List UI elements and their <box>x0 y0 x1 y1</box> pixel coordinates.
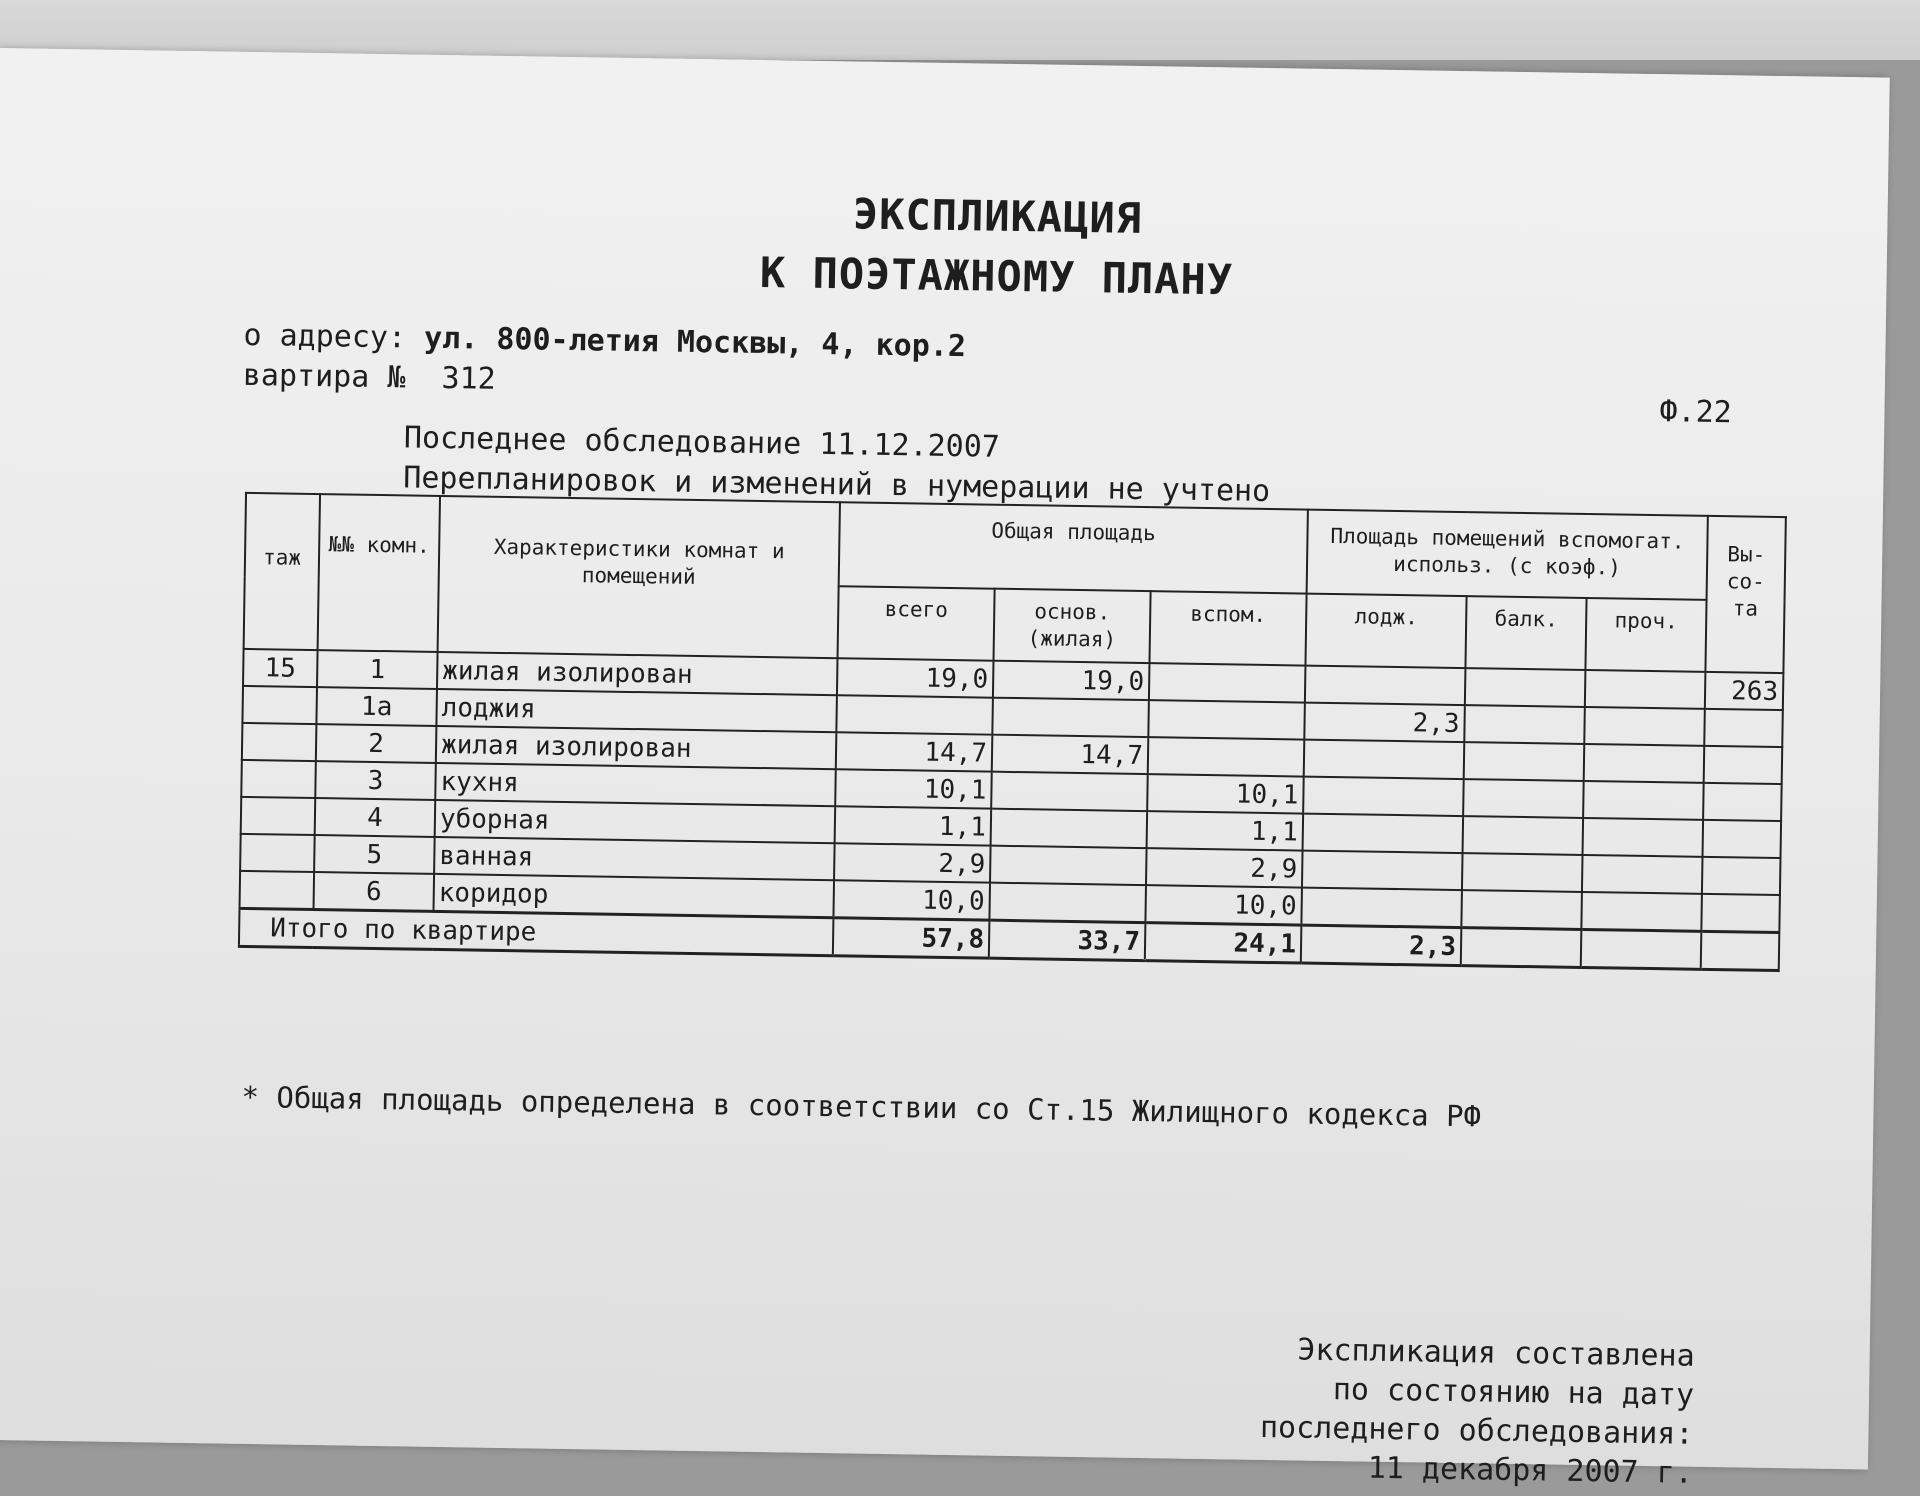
cell-floor: 15 <box>243 649 318 687</box>
cell-name: уборная <box>435 800 836 843</box>
cell-name: лоджия <box>436 689 837 732</box>
cell-loggia <box>1301 888 1462 928</box>
total-aux: 24,1 <box>1145 923 1302 963</box>
cell-aux: 10,1 <box>1147 774 1304 813</box>
cell-total: 2,9 <box>834 843 991 882</box>
cell-name: жилая изолирован <box>436 726 837 769</box>
cell-floor <box>240 871 315 910</box>
cell-aux: 2,9 <box>1146 848 1303 887</box>
cell-other <box>1583 818 1704 857</box>
total-balcony <box>1461 928 1582 968</box>
cell-room: 5 <box>314 835 435 874</box>
cell-total <box>836 695 993 734</box>
address-label: о адресу: <box>243 317 407 356</box>
cell-room: 6 <box>314 872 435 911</box>
cell-name: кухня <box>435 763 836 806</box>
header-loggia: лодж. <box>1305 594 1466 669</box>
survey-date: Последнее обследование 11.12.2007 <box>403 420 1001 465</box>
cell-main <box>992 698 1149 737</box>
cell-loggia <box>1302 851 1463 891</box>
header-total: всего <box>838 586 995 660</box>
total-other <box>1581 929 1702 969</box>
cell-other <box>1584 744 1705 783</box>
replanning-note: Перепланировок и изменений в нумерации не учтено <box>403 460 1271 510</box>
cell-total: 10,1 <box>835 769 992 808</box>
header-total-area: Общая площадь <box>839 502 1308 593</box>
cell-main: 14,7 <box>992 735 1149 774</box>
cell-floor <box>240 834 315 872</box>
signature-line: Экспликация составлена <box>1297 1332 1695 1374</box>
cell-main <box>989 883 1146 923</box>
header-main: основ. (жилая) <box>993 589 1150 663</box>
flat-number: 312 <box>441 360 497 397</box>
address-line <box>243 318 966 364</box>
document-title: ЭКСПЛИКАЦИЯ <box>852 189 1143 243</box>
form-code: Ф.22 <box>1659 394 1733 431</box>
cell-height <box>1701 894 1780 933</box>
cell-room: 3 <box>315 761 436 800</box>
cell-aux <box>1148 700 1305 739</box>
cell-balcony <box>1464 742 1585 781</box>
total-all: 57,8 <box>833 918 990 958</box>
document-page <box>0 48 1890 1491</box>
cell-other <box>1582 855 1703 894</box>
signature-block <box>1259 1330 1695 1493</box>
cell-other <box>1583 781 1704 820</box>
cell-height <box>1704 709 1783 747</box>
header-aux-area: Площадь помещений вспомогат. использ. (с коэф.) <box>1307 510 1708 600</box>
cell-other <box>1581 892 1702 931</box>
cell-height <box>1703 820 1782 858</box>
cell-floor <box>242 686 317 724</box>
flat-label: вартира № <box>242 357 406 396</box>
cell-main <box>991 809 1148 848</box>
cell-loggia <box>1303 777 1464 817</box>
cell-balcony <box>1463 779 1584 818</box>
cell-total: 14,7 <box>836 732 993 771</box>
cell-floor <box>241 760 316 798</box>
header-characteristics: Характеристики комнат и помещений <box>438 496 840 658</box>
flat-line <box>243 358 496 397</box>
address-value: ул. 800-летия Москвы, 4, кор.2 <box>423 320 967 365</box>
cell-total: 10,0 <box>833 880 990 920</box>
cell-aux <box>1149 663 1306 702</box>
cell-loggia <box>1303 814 1464 854</box>
footnote: * Общая площадь определена в соответствии со Ст.15 Жилищного кодекса РФ <box>241 1079 1482 1134</box>
total-height <box>1701 931 1780 970</box>
header-other: проч. <box>1585 598 1706 672</box>
cell-room: 4 <box>315 798 436 837</box>
total-label: Итого по квартире <box>239 908 834 955</box>
total-loggia: 2,3 <box>1301 925 1462 966</box>
cell-height <box>1704 746 1783 784</box>
cell-room: 2 <box>316 724 437 763</box>
cell-aux: 10,0 <box>1145 885 1302 925</box>
cell-height <box>1703 783 1782 821</box>
document-subtitle: К ПОЭТАЖНОМУ ПЛАНУ <box>759 247 1234 305</box>
cell-main: 19,0 <box>993 661 1150 700</box>
cell-balcony <box>1464 705 1585 744</box>
cell-name: ванная <box>434 837 835 880</box>
signature-date: 11 декабря 2007 г. <box>1367 1450 1694 1491</box>
cell-balcony <box>1465 668 1586 707</box>
header-height: Вы- со- та <box>1705 516 1785 673</box>
cell-name: коридор <box>433 874 834 918</box>
background-sheet <box>0 0 1920 60</box>
header-room-no: №№ комн. <box>318 494 440 652</box>
cell-main <box>991 772 1148 811</box>
header-floor: таж <box>244 493 320 650</box>
cell-floor <box>242 723 317 761</box>
cell-floor <box>241 797 316 835</box>
signature-line: по состоянию на дату <box>1332 1372 1695 1413</box>
cell-room: 1 <box>317 650 438 689</box>
cell-name: жилая изолирован <box>437 652 838 695</box>
cell-loggia: 2,3 <box>1304 703 1465 743</box>
header-aux: вспом. <box>1149 591 1306 665</box>
cell-height: 263 <box>1705 672 1784 710</box>
cell-loggia <box>1304 740 1465 780</box>
cell-total: 19,0 <box>837 658 994 697</box>
signature-line: последнего обследования: <box>1259 1409 1694 1452</box>
cell-loggia <box>1305 666 1466 706</box>
table-header-row <box>245 493 1786 601</box>
cell-other <box>1585 670 1706 709</box>
cell-aux <box>1148 737 1305 776</box>
cell-height <box>1702 857 1781 895</box>
cell-room: 1а <box>316 687 437 726</box>
cell-balcony <box>1463 816 1584 855</box>
cell-main <box>990 846 1147 885</box>
cell-balcony <box>1461 890 1582 929</box>
explication-table <box>238 492 1787 972</box>
header-balcony: балк. <box>1465 596 1586 670</box>
cell-other <box>1584 707 1705 746</box>
cell-balcony <box>1462 853 1583 892</box>
total-main: 33,7 <box>989 920 1146 960</box>
cell-total: 1,1 <box>835 806 992 845</box>
cell-aux: 1,1 <box>1147 811 1304 850</box>
